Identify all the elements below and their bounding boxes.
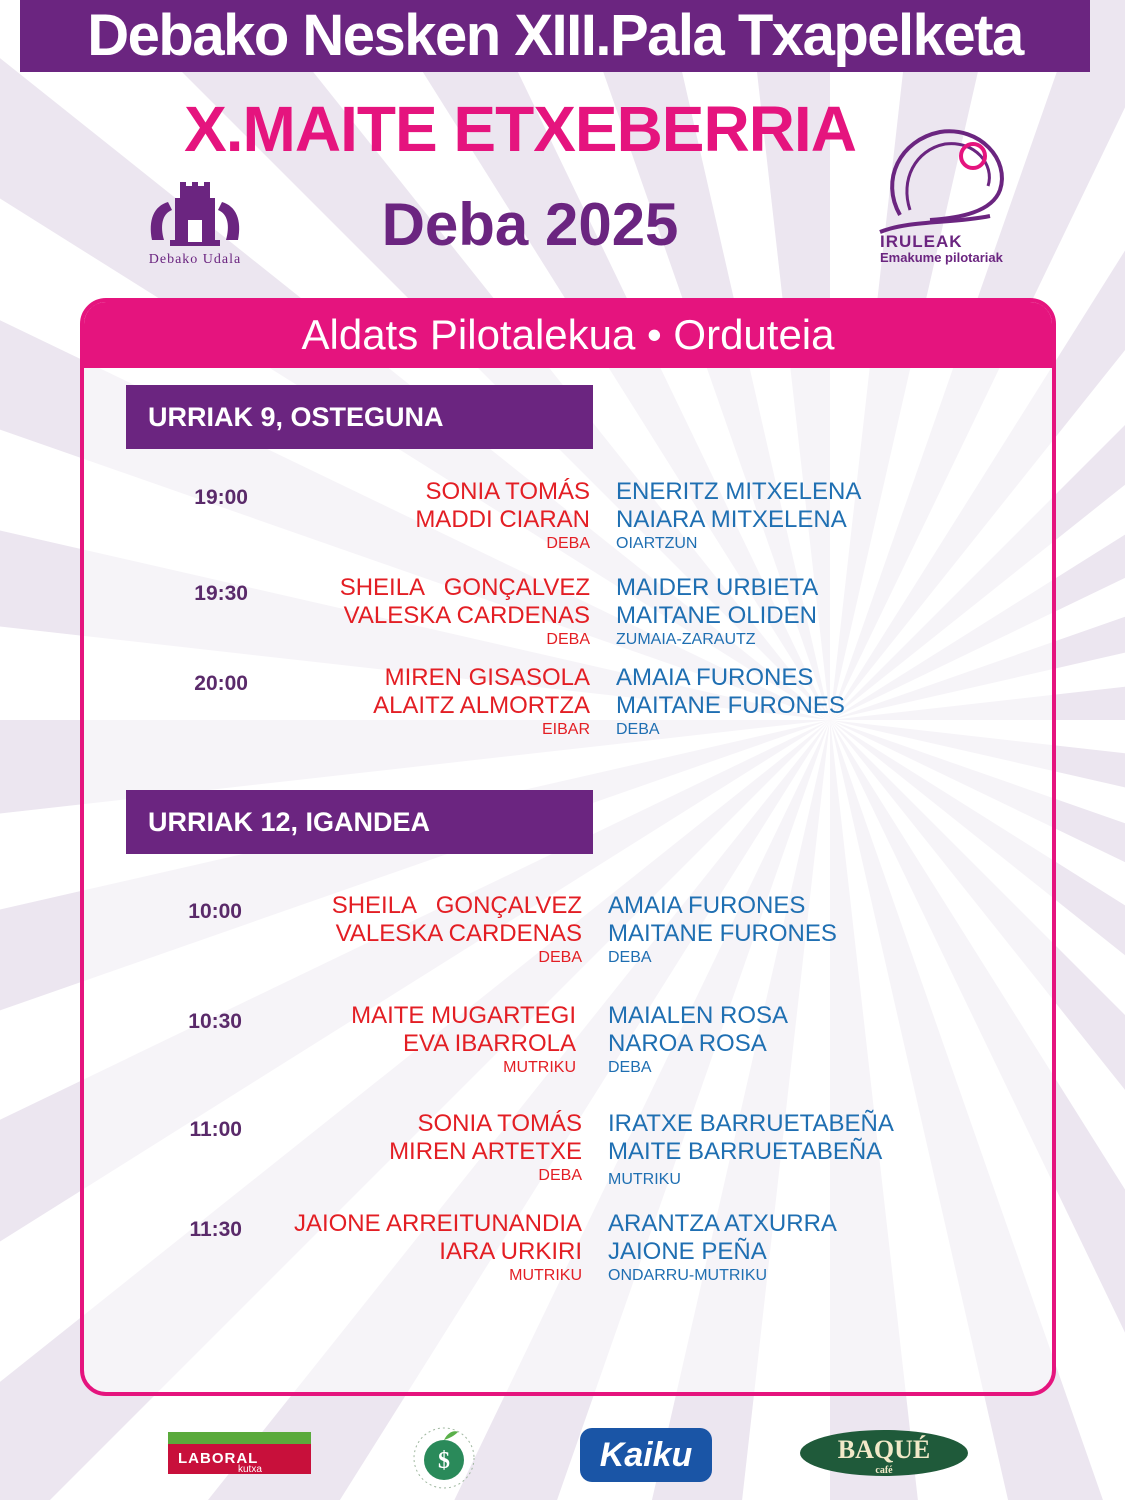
home-team <box>415 478 590 554</box>
away-team <box>608 1002 788 1078</box>
svg-text:$: $ <box>438 1448 450 1474</box>
team-town: EIBAR <box>541 721 590 738</box>
main-title: Debako Nesken XIII.Pala Txapelketa <box>20 0 1090 72</box>
player-name: MAITE MUGARTEGI <box>351 1002 576 1029</box>
player-name: AMAIA FURONES <box>608 892 806 919</box>
schedule-panel <box>80 298 1056 1396</box>
match-time: 19:00 <box>194 486 248 509</box>
location-year: Deba 2025 <box>381 191 679 258</box>
player-name: MAIDER URBIETA <box>616 574 819 601</box>
sponsor-subname: kutxa <box>238 1464 262 1475</box>
match-time: 11:00 <box>189 1118 242 1141</box>
player-name: VALESKA CARDENAS <box>343 602 590 629</box>
laboral-kutxa-logo <box>168 1432 311 1474</box>
tournament-subtitle: X.MAITE ETXEBERRIA <box>184 93 856 165</box>
player-name: AMAIA FURONES <box>616 664 814 691</box>
baque-cafe-logo <box>800 1430 968 1476</box>
match-time: 10:00 <box>188 900 242 923</box>
away-team <box>608 892 837 968</box>
player-name: ENERITZ MITXELENA <box>616 478 862 505</box>
match-time: 10:30 <box>188 1010 242 1033</box>
player-name: ALAITZ ALMORTZA <box>373 692 590 719</box>
player-name: ARANTZA ATXURRA <box>608 1210 837 1237</box>
sponsor-name: BAQUÉ <box>837 1435 931 1464</box>
player-name: NAROA ROSA <box>608 1030 767 1057</box>
sponsor-name: LABORAL <box>178 1450 259 1467</box>
player-name: MAITANE FURONES <box>616 692 845 719</box>
kaiku-logo: Kaiku <box>580 1428 712 1482</box>
player-name: IARA URKIRI <box>439 1238 582 1265</box>
team-town: DEBA <box>546 535 590 552</box>
iruleak-logo <box>870 120 1030 270</box>
day-header: URRIAK 12, IGANDEA <box>126 790 593 854</box>
panel-heading: Aldats Pilotalekua • Orduteia <box>84 302 1052 368</box>
home-team <box>294 1210 582 1286</box>
match-time: 19:30 <box>194 582 248 605</box>
player-name: MIREN ARTETXE <box>389 1138 582 1165</box>
home-team <box>340 574 590 650</box>
player-name: MIREN GISASOLA <box>384 664 590 691</box>
away-team <box>616 574 818 650</box>
team-town: DEBA <box>608 1059 652 1076</box>
team-town: DEBA <box>538 1167 582 1184</box>
player-name: MAITANE OLIDEN <box>616 602 817 629</box>
home-team <box>373 664 590 740</box>
match-time: 20:00 <box>194 672 248 695</box>
match-time: 11:30 <box>189 1218 242 1241</box>
player-name: NAIARA MITXELENA <box>616 506 847 533</box>
player-name: MADDI CIARAN <box>415 506 590 533</box>
player-name: SONIA TOMÁS <box>425 478 590 505</box>
player-name: JAIONE ARREITUNANDIA <box>293 1210 582 1237</box>
player-name: SONIA TOMÁS <box>417 1110 582 1137</box>
team-town: DEBA <box>538 949 582 966</box>
pala-ball-icon <box>870 120 1030 235</box>
player-name: EVA IBARROLA <box>403 1030 576 1057</box>
team-town: DEBA <box>616 721 660 738</box>
debako-udala-logo <box>130 180 260 275</box>
player-name: VALESKA CARDENAS <box>335 920 582 947</box>
team-town: ZUMAIA-ZARAUTZ <box>616 631 756 648</box>
team-town: DEBA <box>546 631 590 648</box>
home-team <box>332 892 582 968</box>
player-name: MAIALEN ROSA <box>608 1002 789 1029</box>
away-team <box>616 664 845 740</box>
castle-crest-icon <box>130 180 260 252</box>
left-logo-caption: Debako Udala <box>148 252 242 267</box>
away-team <box>608 1210 837 1286</box>
apple-sponsor-icon <box>408 1420 480 1492</box>
team-town: MUTRIKU <box>503 1059 576 1076</box>
day-header: URRIAK 9, OSTEGUNA <box>126 385 593 449</box>
right-logo-subcaption: Emakume pilotariak <box>880 250 1003 265</box>
team-town: MUTRIKU <box>509 1267 582 1284</box>
player-name: JAIONE PEÑA <box>608 1238 767 1265</box>
player-name: SHEILA GONÇALVEZ <box>339 574 590 601</box>
player-name: MAITE BARRUETABEÑA <box>608 1138 883 1165</box>
away-team <box>616 478 861 554</box>
home-team <box>351 1002 576 1078</box>
away-team <box>608 1110 894 1190</box>
home-team <box>389 1110 582 1186</box>
player-name: SHEILA GONÇALVEZ <box>331 892 582 919</box>
team-town: OIARTZUN <box>616 535 698 552</box>
team-town: MUTRIKU <box>608 1171 681 1188</box>
sponsor-subname: café <box>875 1465 893 1476</box>
right-logo-caption: IRULEAK <box>880 232 963 251</box>
team-town: DEBA <box>608 949 652 966</box>
player-name: MAITANE FURONES <box>608 920 837 947</box>
player-name: IRATXE BARRUETABEÑA <box>608 1110 894 1137</box>
team-town: ONDARRU-MUTRIKU <box>608 1267 768 1284</box>
